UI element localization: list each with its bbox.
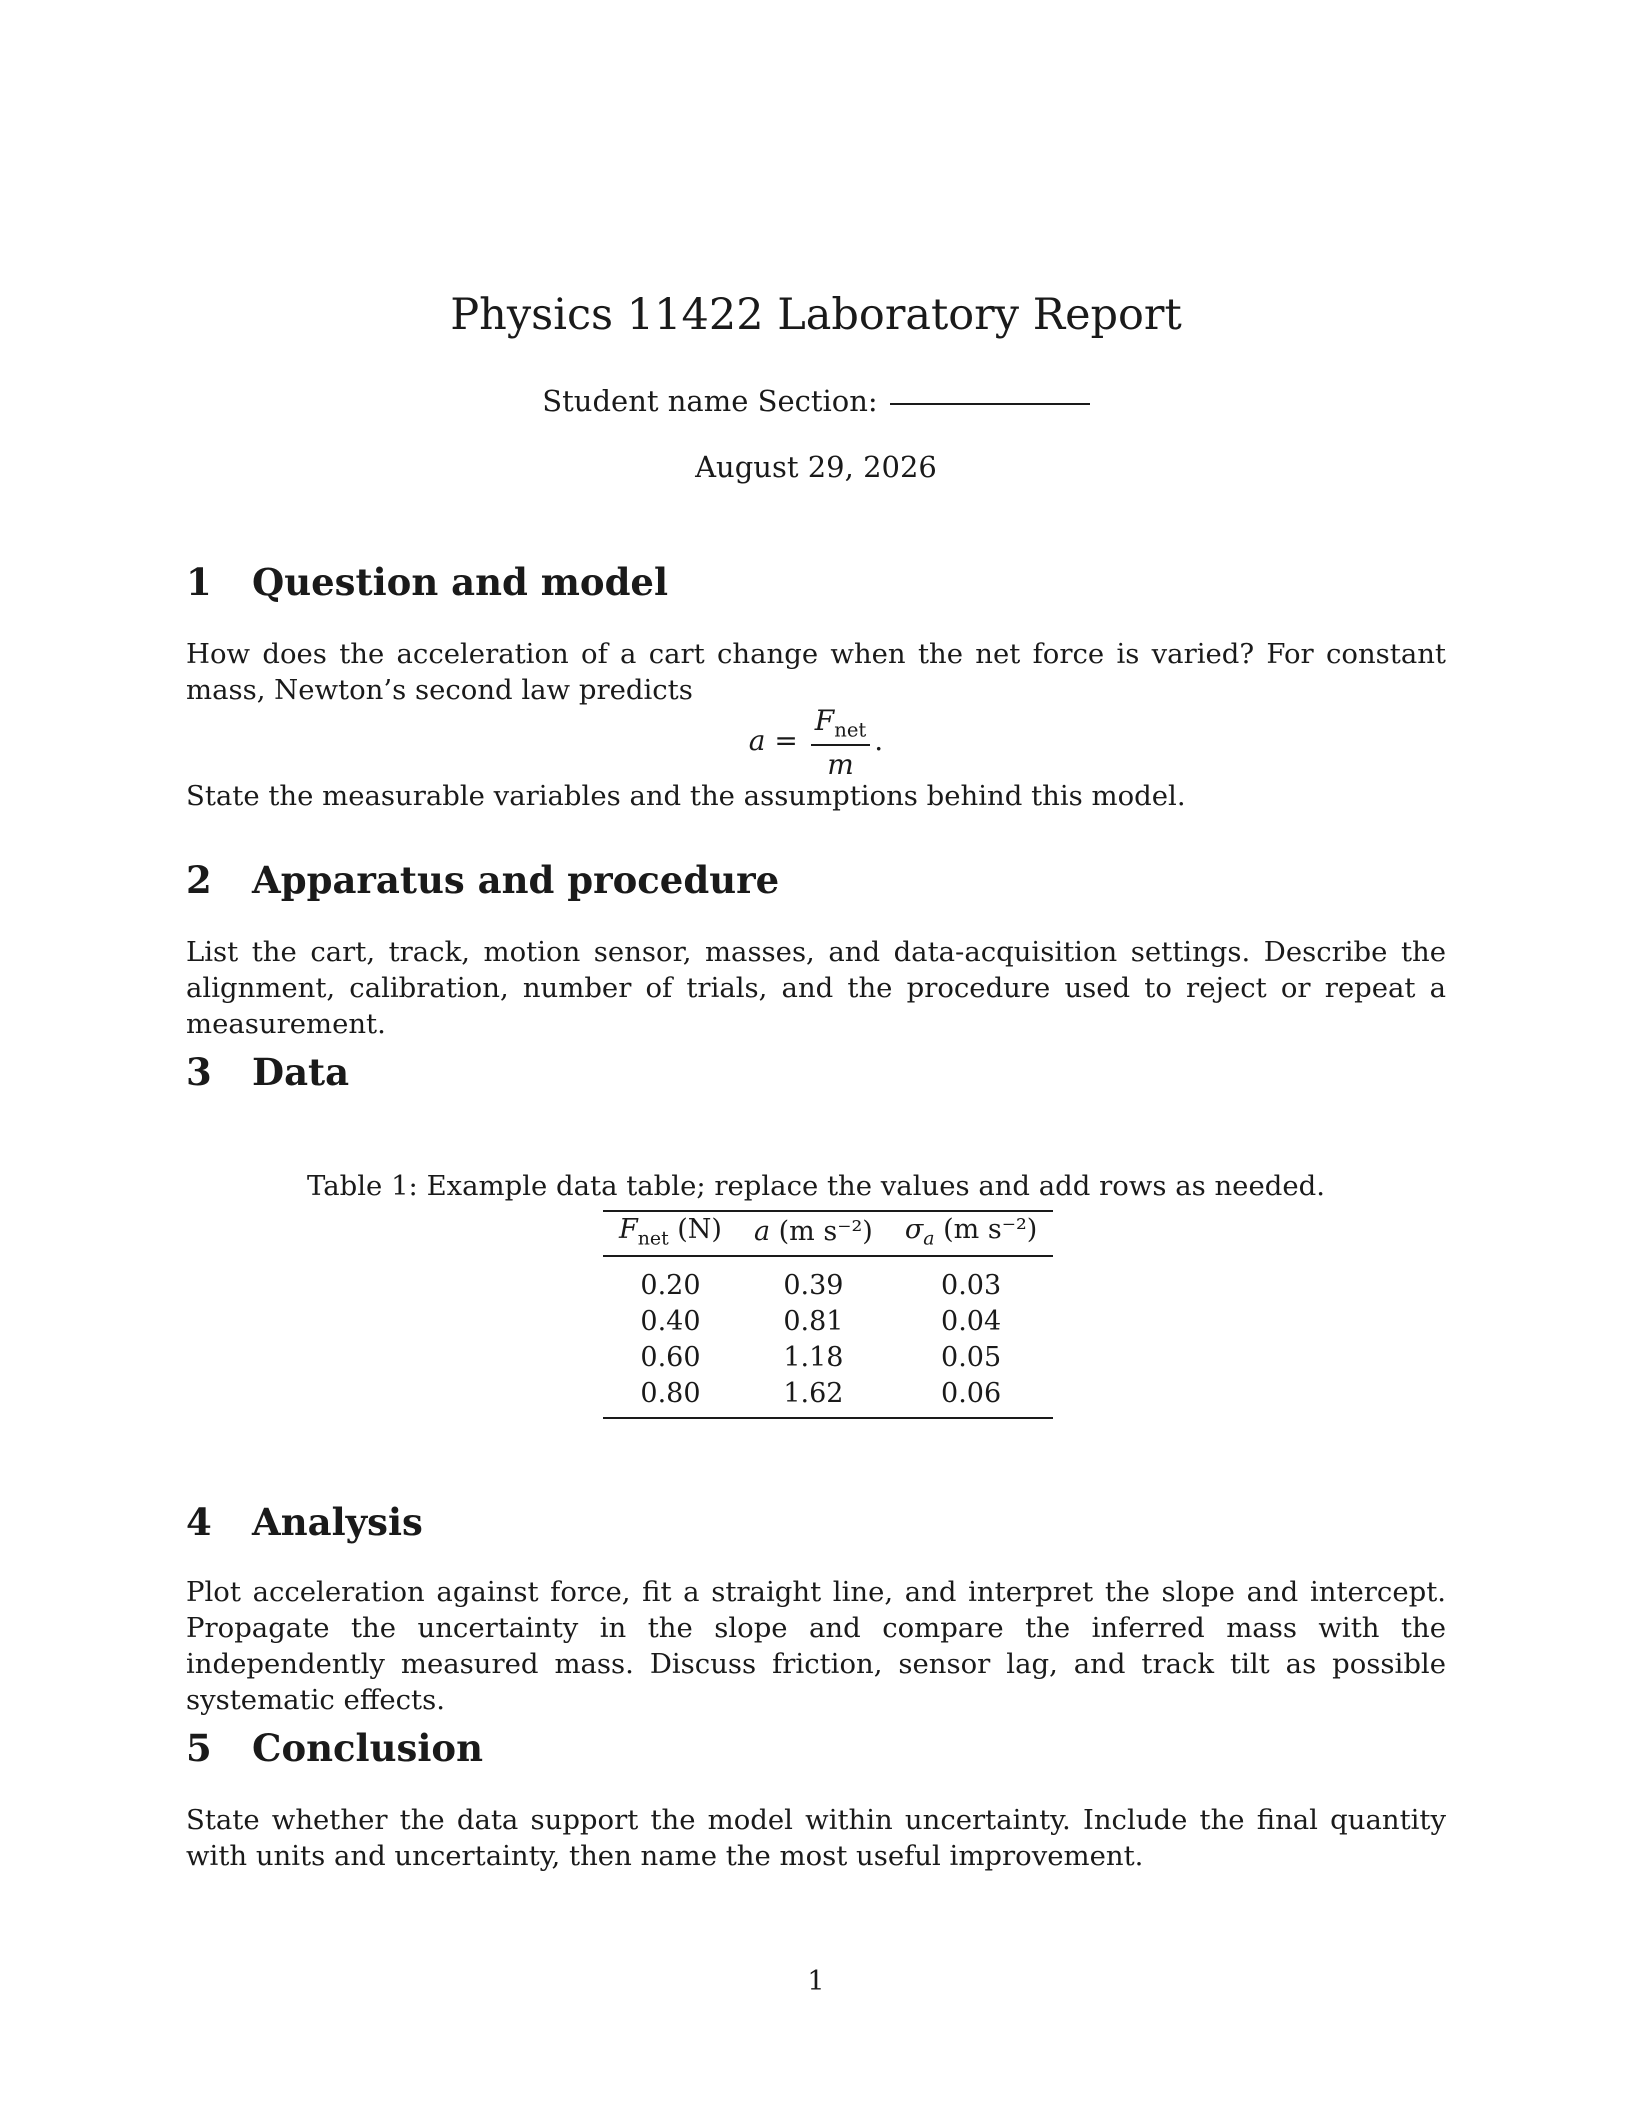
section-1-paragraph-2: State the measurable variables and the assumptions behind this model.: [186, 780, 1186, 812]
table-cell: 1.18: [783, 1341, 844, 1373]
section-heading-4: [186, 1500, 423, 1544]
table-row: [603, 1256, 1053, 1303]
document-date: August 29, 2026: [695, 450, 937, 484]
table-row: [603, 1339, 1053, 1375]
table-header-row: [603, 1211, 1053, 1256]
data-table: [603, 1210, 1053, 1419]
section-number: 5: [186, 1726, 212, 1770]
header-force: $F_{net}$ (N): [603, 1211, 738, 1256]
table-cell: 0.06: [889, 1375, 1053, 1418]
table-cell: 1.62: [738, 1375, 889, 1418]
equation-equals: =: [774, 723, 798, 757]
section-title: Data: [252, 1050, 350, 1094]
section-heading-3: [186, 1050, 349, 1094]
section-title: Conclusion: [252, 1726, 483, 1770]
section-1-paragraph-1: How does the acceleration of a cart change when the net force is varied? For constant mass, Newton’s second law predicts: [186, 638, 1446, 706]
header-uncertainty: $\sigma_a$ (m s⁻²): [889, 1211, 1053, 1256]
table-cell: 0.40: [640, 1305, 701, 1337]
section-heading-1: [186, 560, 668, 604]
table-row: [603, 1375, 1053, 1418]
document-title: Physics 11422 Laboratory Report: [450, 290, 1182, 340]
equation-lhs: a: [748, 723, 766, 757]
equation-denominator: m: [827, 747, 854, 781]
section-number: 4: [186, 1500, 212, 1544]
table-cell: 0.39: [783, 1269, 844, 1301]
table-row: [603, 1303, 1053, 1339]
table-cell: 0.81: [783, 1305, 844, 1337]
author-line: [0, 384, 1632, 418]
equation-numerator: $F_{net}$: [811, 704, 871, 746]
section-2-paragraph: List the cart, track, motion sensor, masses, and data-acquisition settings. Describe the alignment, calibration, number of trials, and the procedure used to reject or repeat a measurement.: [186, 936, 1446, 1040]
table-cell: 0.60: [640, 1341, 701, 1373]
equation-fraction: [811, 704, 871, 781]
author-text: Student name Section:: [542, 384, 878, 418]
section-heading-5: [186, 1726, 483, 1770]
table-cell: 0.80: [603, 1375, 738, 1418]
section-heading-2: [186, 858, 779, 902]
newton-equation: [0, 704, 1632, 781]
section-5-paragraph: State whether the data support the model within uncertainty. Include the final quantity with units and uncertainty, then name the most useful improvement.: [186, 1804, 1446, 1872]
table-cell: 0.04: [941, 1305, 1002, 1337]
section-title: Apparatus and procedure: [252, 858, 780, 902]
table-cell: 0.05: [941, 1341, 1002, 1373]
section-number: 3: [186, 1050, 212, 1094]
section-number: 1: [186, 560, 212, 604]
section-title: Question and model: [252, 560, 669, 604]
equation-period: .: [874, 723, 884, 757]
table-caption: Table 1: Example data table; replace the values and add rows as needed.: [307, 1170, 1325, 1202]
section-number: 2: [186, 858, 212, 902]
table-cell: 0.20: [640, 1269, 701, 1301]
header-acceleration: a (m s⁻²): [738, 1211, 889, 1256]
section-4-paragraph: Plot acceleration against force, fit a straight line, and interpret the slope and intercept. Propagate the uncertainty in the slope and compare the inferred mass with the independently measured mass. Discuss friction, sensor lag, and track tilt as possible systematic effects.: [186, 1576, 1446, 1716]
section-blank: [890, 403, 1090, 405]
section-title: Analysis: [252, 1500, 423, 1544]
table-cell: 0.03: [941, 1269, 1002, 1301]
page-number: 1: [807, 1966, 825, 1997]
